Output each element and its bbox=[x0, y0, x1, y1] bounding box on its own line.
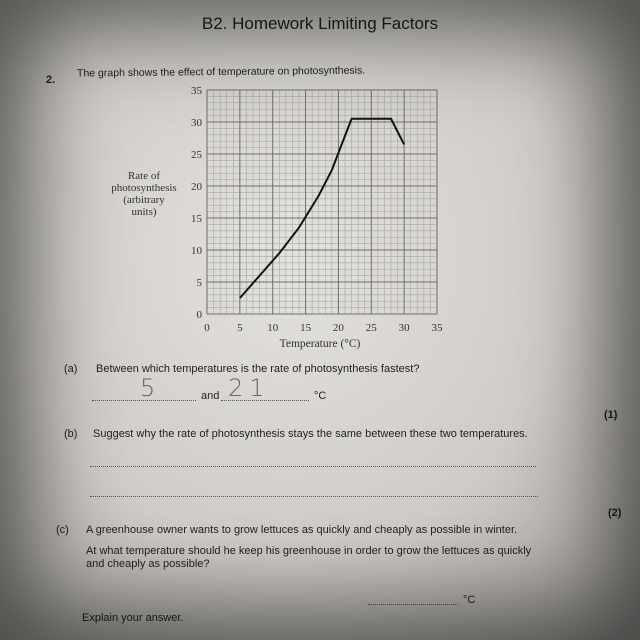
graph-grid-major bbox=[207, 90, 437, 314]
y-tick-label: 35 bbox=[191, 85, 202, 97]
x-tick-label: 35 bbox=[431, 322, 443, 334]
x-tick-label: 25 bbox=[365, 322, 377, 334]
graph-grid-minor bbox=[207, 90, 437, 314]
part-a-and: and bbox=[201, 390, 220, 402]
y-tick-label: 25 bbox=[191, 149, 202, 161]
part-c-text-1: A greenhouse owner wants to grow lettuces as quickly and cheaply as possible in winter. bbox=[86, 524, 518, 536]
part-b-label: (b) bbox=[64, 428, 78, 440]
x-tick-label: 30 bbox=[398, 322, 410, 334]
y-label-line: photosynthesis bbox=[111, 182, 177, 194]
x-tick-label: 5 bbox=[237, 322, 243, 334]
y-label-line: Rate of bbox=[127, 170, 161, 182]
x-tick-label: 20 bbox=[332, 322, 344, 334]
part-b-answer-line-2[interactable] bbox=[90, 496, 538, 497]
question-number: 2. bbox=[46, 74, 56, 86]
part-a-label: (a) bbox=[64, 363, 78, 375]
x-tick-label: 10 bbox=[267, 322, 279, 334]
part-c-text-2: At what temperature should he keep his greenhouse in order to grow the lettuces as quickly bbox=[86, 545, 532, 557]
y-tick-label: 30 bbox=[191, 117, 202, 129]
y-tick-label: 15 bbox=[191, 213, 202, 225]
rate-curve bbox=[240, 119, 404, 298]
handwritten-answer-2: 21 bbox=[228, 374, 271, 402]
y-label-line: (arbitrary bbox=[123, 194, 165, 206]
part-c-explain: Explain your answer. bbox=[82, 612, 184, 624]
part-a-marks: (1) bbox=[604, 409, 618, 421]
part-b-text: Suggest why the rate of photosynthesis stays the same between these two temperatures. bbox=[93, 428, 528, 440]
y-tick-label: 20 bbox=[191, 181, 202, 193]
x-tick-label: 15 bbox=[300, 322, 312, 334]
y-tick-label: 5 bbox=[196, 277, 202, 289]
part-c-text-3: and cheaply as possible? bbox=[86, 558, 210, 570]
part-b-answer-line-1[interactable] bbox=[90, 466, 536, 467]
graph-x-axis-label: Temperature (°C) bbox=[279, 338, 361, 350]
part-b-marks: (2) bbox=[608, 507, 622, 519]
y-tick-label: 10 bbox=[191, 245, 202, 257]
y-label-line: units) bbox=[131, 206, 157, 218]
y-tick-label: 0 bbox=[196, 309, 202, 321]
part-c-label: (c) bbox=[56, 524, 69, 536]
part-c-unit: °C bbox=[463, 594, 476, 606]
page-title: B2. Homework Limiting Factors bbox=[201, 14, 439, 33]
part-a-text: Between which temperatures is the rate of photosynthesis fastest? bbox=[96, 363, 420, 375]
question-intro: The graph shows the effect of temperature on photosynthesis. bbox=[76, 64, 366, 80]
part-a-unit: °C bbox=[314, 390, 327, 402]
part-c-answer-line[interactable] bbox=[368, 604, 458, 605]
x-tick-label: 0 bbox=[204, 322, 210, 334]
handwritten-answer-1: 5 bbox=[140, 374, 156, 402]
